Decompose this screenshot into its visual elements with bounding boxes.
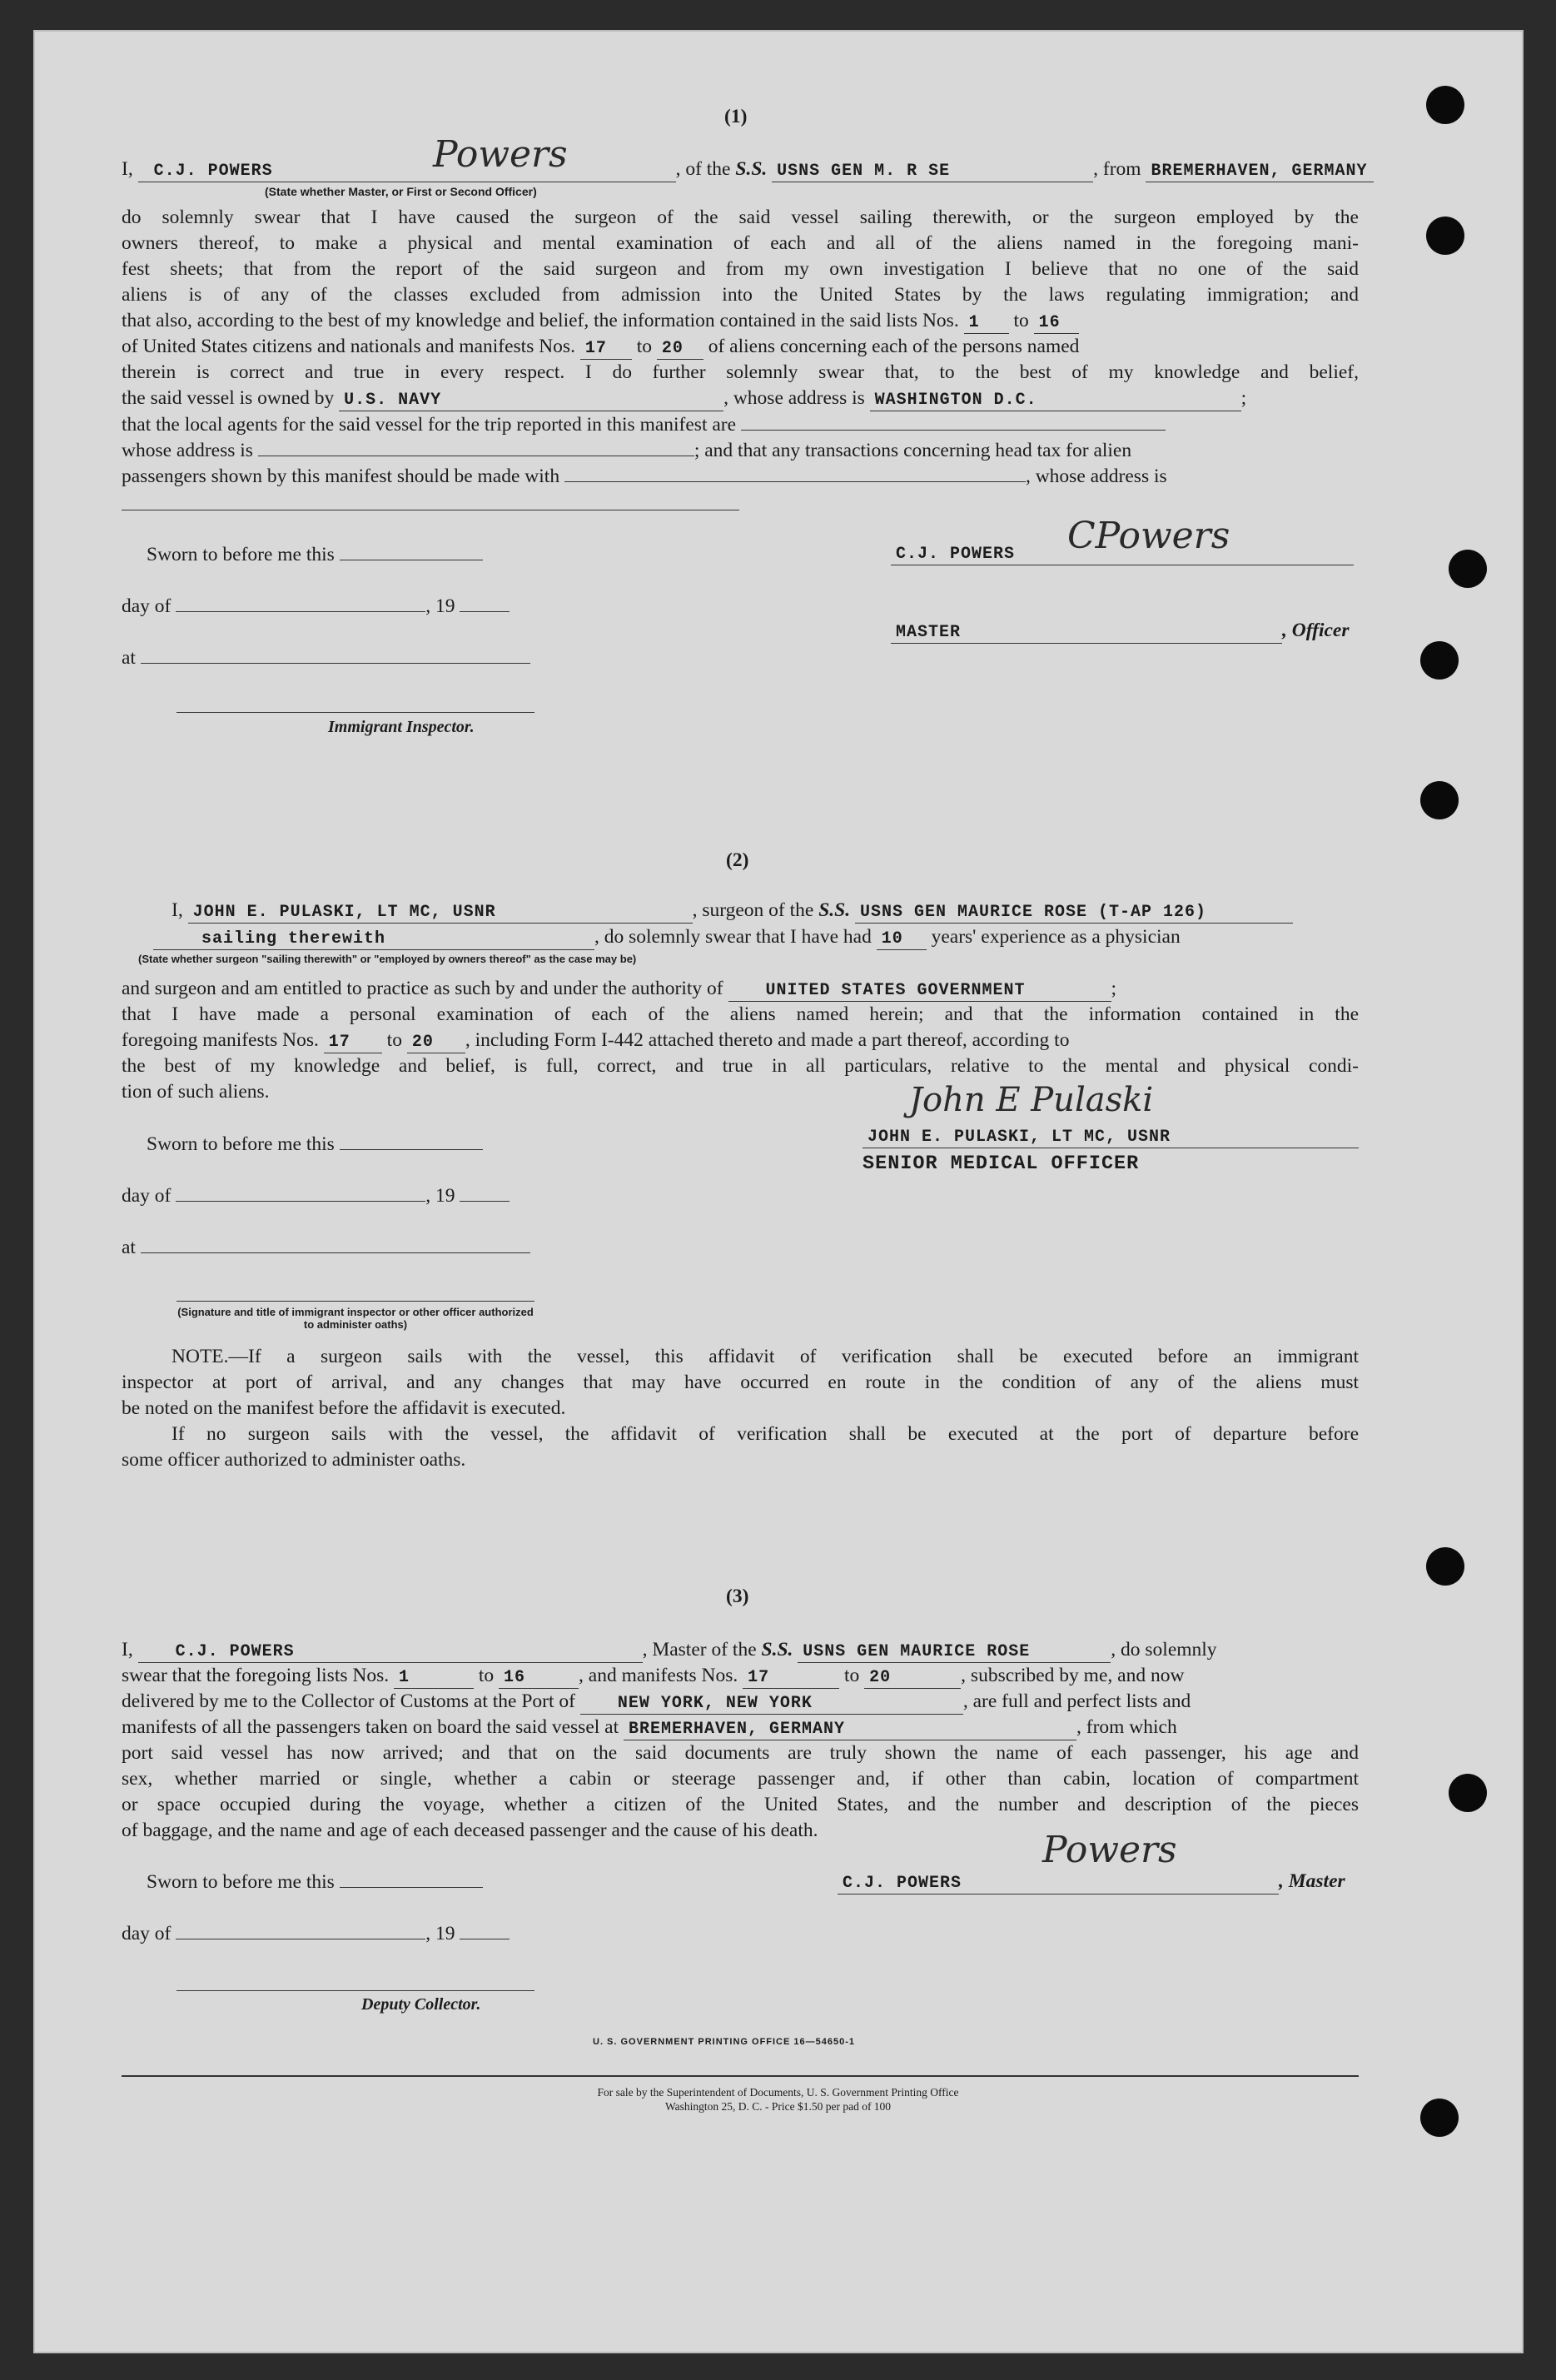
s2-pronoun: I,	[172, 899, 183, 921]
s1-master-name-field	[138, 162, 676, 182]
s1-master-signature: Powers	[433, 133, 568, 176]
s1-whose-address: whose address is	[122, 440, 253, 461]
s1-manifests-from	[580, 339, 632, 360]
s2-inspector-caption-text: (Signature and title of immigrant inspector or other officer authorized to administer oaths)	[177, 1306, 534, 1331]
s3-port: NEW YORK, NEW YORK	[617, 1694, 813, 1713]
s1-body-line: fest sheets; that from the report of the said surgeon and from my own investigation I believe that no one of the said	[122, 258, 1359, 280]
s3-lists-to-value: 16	[504, 1668, 526, 1687]
s3-manifests-from	[743, 1668, 839, 1689]
s3-from-which: , from which	[1076, 1716, 1177, 1738]
s2-note-label: NOTE.	[172, 1346, 229, 1367]
s1-owner: U.S. NAVY	[344, 391, 442, 410]
s2-note-text: —If a surgeon sails with the vessel, this affidavit of verification shall be executed before an immigrant	[228, 1346, 1359, 1367]
s2-day-of-text: day of	[122, 1185, 172, 1207]
s3-lists-line	[122, 1663, 1359, 1689]
s3-manifests-from-value: 17	[748, 1668, 770, 1687]
footer	[0, 2085, 1556, 2114]
s2-sailing-field	[153, 929, 594, 950]
s2-surgeon-name-field	[188, 903, 693, 924]
s1-manifests-to	[657, 339, 703, 360]
s3-port-field	[580, 1694, 963, 1715]
s2-day-field	[176, 1183, 425, 1202]
s1-owner-text: the said vessel is owned by	[122, 387, 335, 409]
s3-master-signature: Powers	[1042, 1829, 1177, 1871]
s3-sworn-text: Sworn to before me this	[147, 1871, 335, 1893]
s3-body-line: port said vessel has now arrived; and that on the said documents are truly shown the name of each passenger, his age and	[122, 1742, 1359, 1764]
s1-agents-field	[741, 411, 1166, 431]
s1-owner-address-field	[870, 391, 1241, 411]
s1-to: to	[636, 336, 652, 357]
s1-manifests-line	[122, 334, 1359, 360]
s1-signer-signature: CPowers	[1067, 515, 1230, 557]
s2-physician-text: years' experience as a physician	[931, 926, 1181, 948]
s1-officer-label: , Officer	[1282, 620, 1350, 641]
s2-signer	[863, 1124, 1359, 1148]
s1-passengers-text: passengers shown by this manifest should be made with	[122, 466, 560, 487]
s2-manifests-line	[122, 1028, 1359, 1053]
s1-at-text: at	[122, 647, 136, 669]
s1-inspector-caption: Immigrant Inspector.	[328, 718, 475, 736]
s1-year-prefix: , 19	[425, 595, 455, 617]
section-2-marker: (2)	[726, 849, 749, 871]
s1-vessel: USNS GEN M. R SE	[777, 162, 951, 181]
s2-body-line: the best of my knowledge and belief, is full, correct, and true in all particulars, relative to the mental and physical condi-	[122, 1055, 1359, 1077]
s2-sworn	[147, 1131, 483, 1156]
s3-vessel-field	[798, 1642, 1111, 1663]
s1-body-line: do solemnly swear that I have caused the surgeon of the said vessel sailing therewith, or the surgeon employed by the	[122, 207, 1359, 228]
s2-vessel: USNS GEN MAURICE ROSE (T-AP 126)	[859, 903, 1207, 922]
s1-at-field	[141, 645, 530, 664]
s1-to: to	[1013, 310, 1029, 331]
s2-surgeon-signature: John E Pulaski	[909, 1081, 1154, 1119]
binder-hole	[1420, 641, 1459, 680]
s1-agents-text: that the local agents for the said vessel for the trip reported in this manifest are	[122, 414, 737, 436]
section-1-marker: (1)	[724, 106, 748, 127]
s3-body-line: sex, whether married or single, whether a cabin or steerage passenger and, if other than cabin, location of compartment	[122, 1768, 1359, 1790]
s1-owner-address: WASHINGTON D.C.	[874, 391, 1037, 410]
s3-vessel: USNS GEN MAURICE ROSE	[803, 1642, 1031, 1661]
s1-sworn-field	[340, 541, 483, 560]
s3-departure-text: manifests of all the passengers taken on board the said vessel at	[122, 1716, 619, 1738]
s3-day-of	[122, 1920, 510, 1945]
s2-inspector-line	[176, 1301, 534, 1302]
s2-semicolon: ;	[1111, 978, 1117, 999]
binder-hole	[1426, 217, 1464, 255]
s3-manifests-to-value: 20	[869, 1668, 892, 1687]
s3-manifests-text: , and manifests Nos.	[579, 1665, 738, 1686]
s2-signer-title: SENIOR MEDICAL OFFICER	[863, 1153, 1140, 1175]
s2-experience-text: , do solemnly swear that I have had	[594, 926, 872, 948]
s1-lists-line	[122, 308, 1359, 334]
s3-collector-line	[176, 1990, 534, 1991]
s2-sworn-text: Sworn to before me this	[147, 1133, 335, 1155]
s1-inspector-line	[176, 712, 534, 713]
s3-master-label: , Master	[1279, 1870, 1345, 1892]
s2-manifests-to	[407, 1033, 465, 1053]
binder-hole	[1426, 86, 1464, 124]
s1-port-field	[1146, 162, 1374, 182]
s3-master-name: C.J. POWERS	[175, 1642, 295, 1661]
s2-to: to	[386, 1029, 402, 1051]
s1-whose-address-2: , whose address is	[1025, 466, 1167, 487]
s2-note-text-2: If no surgeon sails with the vessel, the affidavit of verification shall be executed at the port of departure before	[172, 1423, 1359, 1445]
s2-authority-text: and surgeon and am entitled to practice as such by and under the authority of	[122, 978, 723, 999]
s3-lists-from	[394, 1668, 474, 1689]
s1-oath-header	[122, 157, 1368, 182]
s1-from: , from	[1093, 158, 1141, 180]
s3-sworn-field	[340, 1869, 483, 1888]
s1-of-the: , of the	[675, 158, 731, 180]
s2-inspector-caption	[176, 1306, 534, 1331]
footer-line-1: For sale by the Superintendent of Documents, U. S. Government Printing Office	[597, 2086, 959, 2099]
binder-hole	[1449, 550, 1487, 588]
s2-authority: UNITED STATES GOVERNMENT	[765, 981, 1026, 1000]
s3-signer-name: C.J. POWERS	[843, 1874, 962, 1893]
s1-head-tax-line	[122, 463, 1359, 490]
s2-ss: S.S.	[818, 899, 851, 921]
s2-note-line: inspector at port of arrival, and any changes that may have occurred en route in the condition of any of the aliens must	[122, 1372, 1359, 1393]
s2-vessel-field	[855, 903, 1293, 924]
gpo-print-line: U. S. GOVERNMENT PRINTING OFFICE 16—54650-1	[593, 2037, 856, 2047]
s1-manifests-to-value: 20	[661, 339, 684, 358]
s3-lists-text: swear that the foregoing lists Nos.	[122, 1665, 390, 1686]
s3-perfect-lists: , are full and perfect lists and	[962, 1690, 1191, 1712]
s3-port-text: delivered by me to the Collector of Customs at the Port of	[122, 1690, 575, 1712]
s1-head-tax-field	[564, 463, 1026, 482]
s1-sworn	[147, 541, 483, 566]
s1-manifests-from-value: 17	[584, 339, 607, 358]
s3-subscribed: , subscribed by me, and now	[961, 1665, 1185, 1686]
s3-departure: BREMERHAVEN, GERMANY	[629, 1720, 846, 1739]
s1-port: BREMERHAVEN, GERMANY	[1151, 162, 1368, 181]
s2-surgeon-name: JOHN E. PULASKI, LT MC, USNR	[192, 903, 496, 922]
s1-lists-to	[1034, 313, 1079, 334]
s2-year-field	[460, 1183, 510, 1202]
s1-manifests-tail: of aliens concerning each of the persons named	[708, 336, 1080, 357]
s1-manifests-text: of United States citizens and nationals and manifests Nos.	[122, 336, 575, 357]
s2-body-line: that I have made a personal examination of each of the aliens named herein; and that the information contained in the	[122, 1003, 1359, 1025]
s2-signer-field	[863, 1128, 1359, 1148]
footer-rule	[122, 2075, 1359, 2077]
s2-at	[122, 1234, 530, 1259]
s3-lists-from-value: 1	[398, 1668, 410, 1687]
s1-owner-field	[339, 391, 723, 411]
s3-pronoun: I,	[122, 1639, 133, 1661]
s2-oath-header	[122, 898, 1359, 924]
s1-pronoun: I,	[122, 158, 133, 180]
s3-lists-to	[499, 1668, 579, 1689]
s3-day-field	[176, 1920, 425, 1939]
s3-signer-field	[838, 1874, 1279, 1895]
s2-day-of	[122, 1183, 510, 1207]
s2-at-text: at	[122, 1237, 136, 1258]
s3-to: to	[478, 1665, 495, 1686]
s3-manifests-to	[864, 1668, 961, 1689]
s2-role-caption: (State whether surgeon "sailing therewith" or "employed by owners thereof" as the case may be)	[138, 953, 637, 965]
s3-year-prefix: , 19	[425, 1923, 455, 1944]
s1-head-tax-text: ; and that any transactions concerning head tax for alien	[693, 440, 1132, 461]
s2-note-line: be noted on the manifest before the affidavit is executed.	[122, 1397, 566, 1419]
s2-manifests-to-value: 20	[411, 1033, 434, 1052]
s1-ss: S.S.	[735, 158, 768, 180]
s2-at-field	[141, 1234, 530, 1253]
s1-title: MASTER	[896, 623, 962, 642]
s1-address-text: , whose address is	[723, 387, 865, 409]
s1-at	[122, 645, 530, 670]
s1-lists-to-value: 16	[1038, 313, 1061, 332]
binder-hole	[1420, 781, 1459, 819]
s2-note-line	[122, 1422, 1359, 1447]
s3-to-2: to	[844, 1665, 860, 1686]
s1-body-line: therein is correct and true in every respect. I do further solemnly swear that, to the best of my knowledge and belief,	[122, 361, 1359, 383]
s1-semicolon: ;	[1240, 387, 1247, 409]
section-3-marker: (3)	[726, 1586, 749, 1607]
s2-authority-line	[122, 976, 1359, 1002]
s3-port-line	[122, 1689, 1359, 1715]
s2-body-line: tion of such aliens.	[122, 1081, 270, 1103]
s1-sworn-text: Sworn to before me this	[147, 544, 335, 565]
s3-sworn	[147, 1869, 483, 1894]
binder-hole	[1426, 1547, 1464, 1586]
s1-officer	[891, 620, 1349, 644]
s1-year-field	[460, 593, 510, 612]
s3-solemnly: , do solemnly	[1111, 1639, 1217, 1661]
s3-departure-line	[122, 1715, 1359, 1740]
s2-years: 10	[881, 929, 903, 949]
s1-signer-name: C.J. POWERS	[896, 545, 1016, 564]
s1-role-caption: (State whether Master, or First or Second Officer)	[265, 185, 537, 198]
s2-year-prefix: , 19	[425, 1185, 455, 1207]
s3-oath-header	[122, 1637, 1359, 1663]
s3-departure-field	[624, 1720, 1076, 1740]
s2-manifests-text: foregoing manifests Nos.	[122, 1029, 319, 1051]
s2-note-line: some officer authorized to administer oaths.	[122, 1449, 466, 1471]
s2-sailing: sailing therewith	[201, 929, 386, 949]
s1-day-of	[122, 593, 510, 618]
s3-body-line: or space occupied during the voyage, whether a citizen of the United States, and the number and description of the pieces	[122, 1794, 1359, 1815]
s3-master-of: , Master of the	[642, 1639, 757, 1661]
s2-manifests-from	[324, 1033, 382, 1053]
s3-signer	[838, 1870, 1345, 1895]
s2-experience-line	[122, 924, 1359, 950]
s1-day-field	[176, 593, 425, 612]
s2-signer-name: JOHN E. PULASKI, LT MC, USNR	[867, 1128, 1171, 1147]
s2-form-text: , including Form I-442 attached thereto and made a part thereof, according to	[465, 1029, 1070, 1051]
s3-body-line: of baggage, and the name and age of each deceased passenger and the cause of his death.	[122, 1820, 818, 1841]
s2-manifests-from-value: 17	[328, 1033, 350, 1052]
s1-vessel-field	[772, 162, 1093, 182]
s1-lists-from	[964, 313, 1009, 334]
s1-lists-text: that also, according to the best of my knowledge and belief, the information contained in the said lists Nos.	[122, 310, 959, 331]
s1-owner-line	[122, 386, 1359, 411]
s2-sworn-field	[340, 1131, 483, 1150]
s1-agent-address-line	[122, 437, 1359, 464]
s1-day-of-text: day of	[122, 595, 172, 617]
s3-year-field	[460, 1920, 510, 1939]
s1-title-field	[891, 623, 1282, 644]
s1-agent-address-field	[258, 437, 694, 456]
s1-lists-from-value: 1	[968, 313, 980, 332]
s1-body-line: owners thereof, to make a physical and mental examination of each and all of the aliens named in the foregoing mani-	[122, 232, 1359, 254]
s2-years-field	[877, 929, 927, 950]
s2-note-line	[122, 1344, 1359, 1370]
binder-hole	[1449, 1774, 1487, 1812]
s2-surgeon-of: , surgeon of the	[692, 899, 814, 921]
s1-agents-line	[122, 411, 1359, 438]
s2-authority-field	[728, 981, 1111, 1002]
footer-line-2: Washington 25, D. C. - Price $1.50 per pad of 100	[664, 2100, 892, 2113]
s3-master-name-field	[138, 1642, 643, 1663]
s3-collector-caption: Deputy Collector.	[361, 1995, 481, 2014]
s1-body-line: aliens is of any of the classes excluded from admission into the United States by the laws regulating immigration; and	[122, 284, 1359, 306]
s1-master-name: C.J. POWERS	[153, 162, 273, 181]
s3-ss: S.S.	[761, 1639, 793, 1661]
s3-day-of-text: day of	[122, 1923, 172, 1944]
